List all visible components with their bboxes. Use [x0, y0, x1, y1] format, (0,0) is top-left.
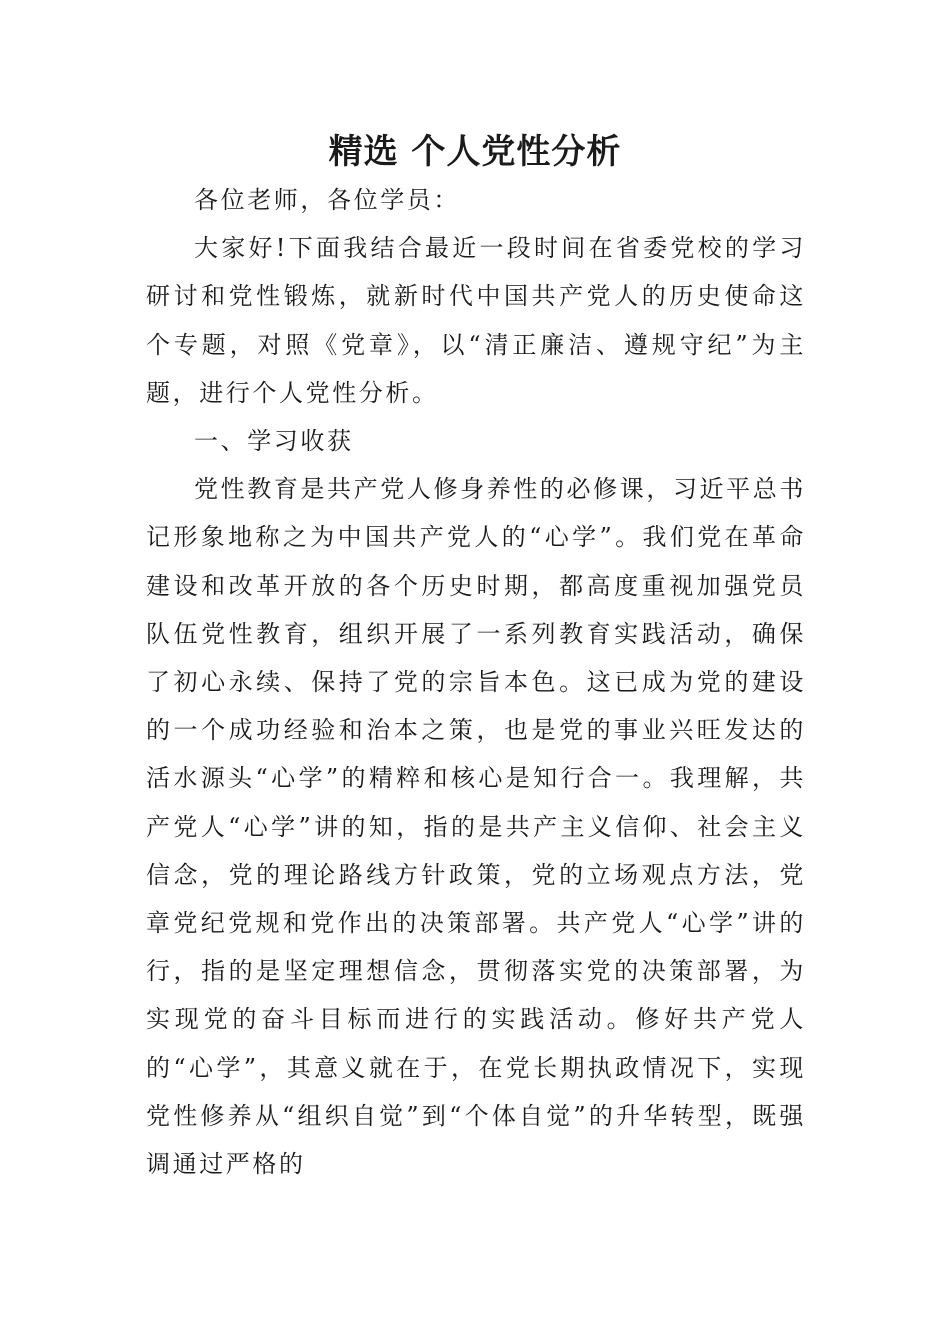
- document-body: [146, 176, 806, 1188]
- section-heading: 一、学习收获: [194, 427, 354, 456]
- document-title: 精选 个人党性分析: [328, 132, 622, 172]
- body-paragraph: 党性教育是共产党人修身养性的必修课，习近平总书记形象地称之为中国共产党人的“心学”。我们党在革命建设和改革开放的各个历史时期，都高度重视加强党员队伍党性教育，组织开展了一系列教育实践活动，确保了初心永续、保持了党的宗旨本色。这已成为党的建设的一个成功经验和治本之策，也是党的事业兴旺发达的活水源头“心学”的精粹和核心是知行合一。我理解，共产党人“心学”讲的知，指的是共产主义信仰、社会主义信念，党的理论路线方针政策，党的立场观点方法，党章党纪党规和党作出的决策部署。共产党人“心学”讲的行，指的是坚定理想信念，贯彻落实党的决策部署，为实现党的奋斗目标而进行的实践活动。修好共产党人的“心学”，其意义就在于，在党长期执政情况下，实现党性修养从“组织自觉”到“个体自觉”的升华转型，既强调通过严格的: [146, 475, 806, 1179]
- intro-paragraph: 大家好!下面我结合最近一段时间在省委党校的学习研讨和党性锻炼，就新时代中国共产党人的历史使命这个专题，对照《党章》，以“清正廉洁、遵规守纪”为主题，进行个人党性分析。: [146, 234, 806, 407]
- salutation-paragraph: 各位老师，各位学员：: [194, 186, 460, 214]
